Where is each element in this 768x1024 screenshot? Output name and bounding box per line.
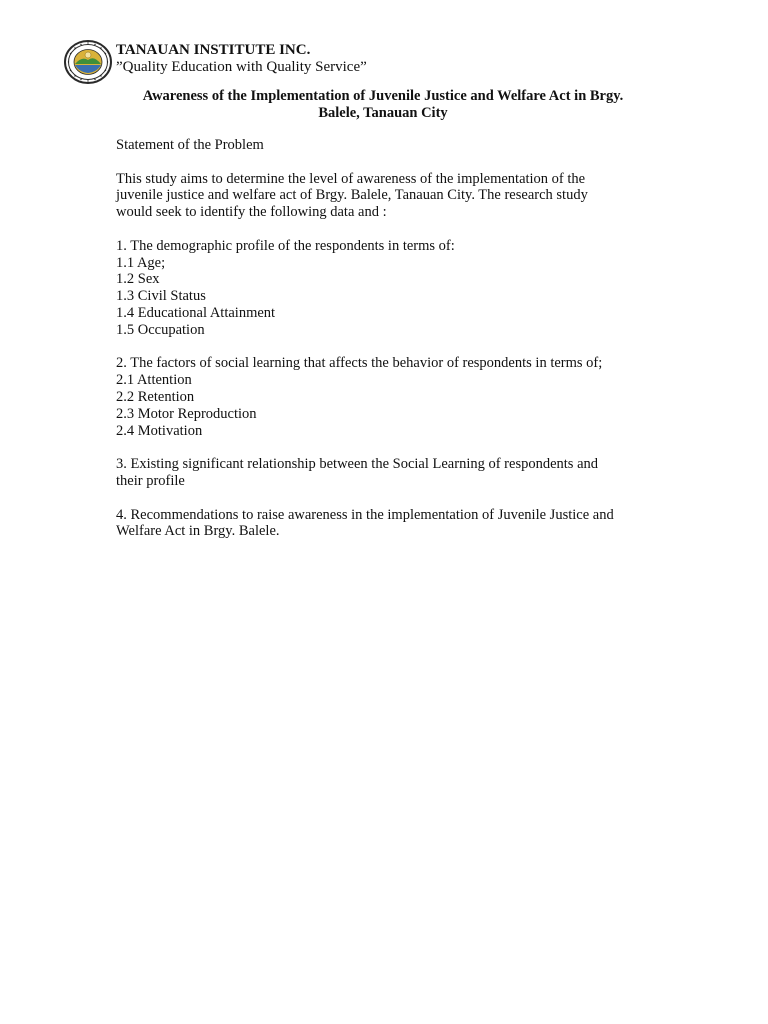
letterhead xyxy=(116,42,367,76)
title-line-2: Balele, Tanauan City xyxy=(318,105,448,121)
title-line-1: Awareness of the Implementation of Juvenile Justice and Welfare Act in Brgy. xyxy=(142,88,624,104)
sub-item: 1.4 Educational Attainment xyxy=(116,304,276,321)
problem-item-2 xyxy=(116,355,676,439)
intro-line: juvenile justice and welfare act of Brgy. Balele, Tanauan City. The research study xyxy=(116,187,588,204)
item-lead: 2. The factors of social learning that affects the behavior of respondents in terms of; xyxy=(116,355,603,372)
institute-seal-logo xyxy=(64,40,112,84)
institution-name: TANAUAN INSTITUTE INC. xyxy=(116,42,311,58)
intro-line: would seek to identify the following data and : xyxy=(116,204,387,221)
intro-line: This study aims to determine the level of awareness of the implementation of the xyxy=(116,170,586,187)
sub-item: 1.1 Age; xyxy=(116,254,166,271)
problem-item-3 xyxy=(116,456,676,490)
sub-item: 2.1 Attention xyxy=(116,372,192,389)
item-line: 4. Recommendations to raise awareness in the implementation of Juvenile Justice and xyxy=(116,506,614,523)
item-line: 3. Existing significant relationship between the Social Learning of respondents and xyxy=(116,456,599,473)
sub-item: 1.2 Sex xyxy=(116,271,160,288)
institution-motto: ”Quality Education with Quality Service” xyxy=(116,59,367,75)
sub-item: 1.3 Civil Status xyxy=(116,288,206,305)
sub-item: 2.2 Retention xyxy=(116,388,195,405)
sub-item: 1.5 Occupation xyxy=(116,321,205,338)
section-heading: Statement of the Problem xyxy=(116,137,264,153)
sub-item: 2.4 Motivation xyxy=(116,422,203,439)
document-title xyxy=(100,88,666,122)
problem-item-4 xyxy=(116,507,676,541)
item-lead: 1. The demographic profile of the respondents in terms of: xyxy=(116,237,455,254)
item-line: Welfare Act in Brgy. Balele. xyxy=(116,523,280,540)
document-body xyxy=(116,137,676,540)
item-line: their profile xyxy=(116,472,185,489)
problem-item-1 xyxy=(116,238,676,339)
intro-paragraph xyxy=(116,171,676,221)
sub-item: 2.3 Motor Reproduction xyxy=(116,405,257,422)
